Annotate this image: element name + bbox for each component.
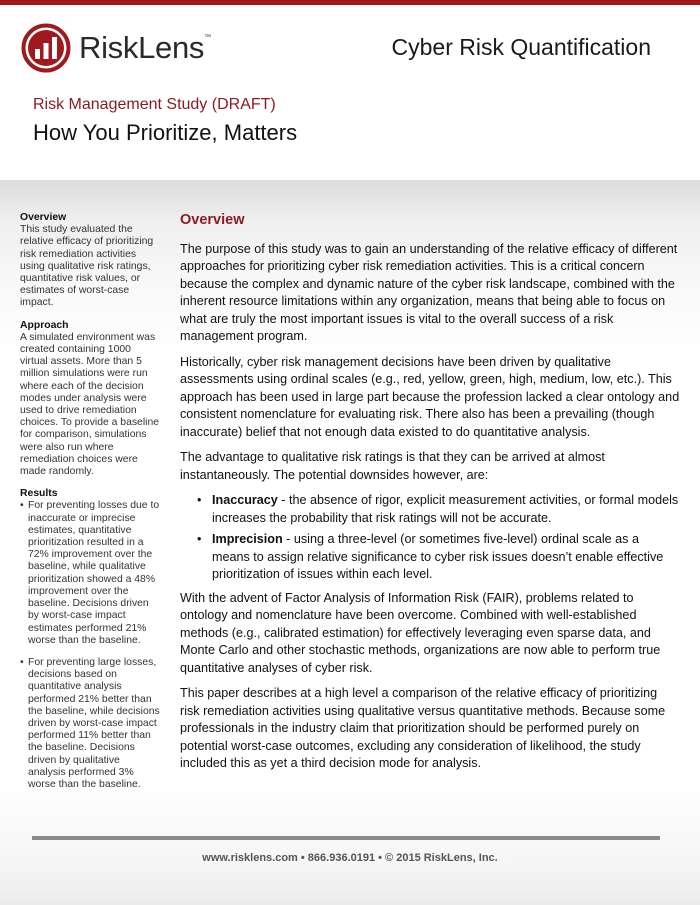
bullet-icon: • [197,493,202,507]
paragraph-history: Historically, cyber risk management decisions have been driven by qualitative assessments using ordinal scales (e.g., red, yellow, green, high, medium, low, etc.). This approach has been used in large part because the profession lacked a clear ontology and consistent nomenclature for evaluating risk. There also has been a prevailing (though inaccurate) belief that not enough data existed to do quantitative analysis. [180,354,680,439]
document-subtitle: Risk Management Study (DRAFT) [33,96,276,113]
document-series-title: Cyber Risk Quantification [391,34,651,60]
downside-item [180,531,680,584]
downside-term: Inaccuracy [212,493,278,507]
downsides-list [180,492,680,584]
results-list [20,500,160,791]
bullet-icon: • [20,656,24,668]
sidebar-approach-text: A simulated environment was created containing 1000 virtual assets. More than 5 million simulations were run where each of the decision modes under analysis were used to drive remediation choices. To provide a baseline for comparison, simulations were also run where remediation choices were made randomly. [20,331,160,478]
results-item [20,500,160,646]
downside-text: - the absence of rigor, explicit measurement activities, or formal models increases the probability that risk ratings will not be accurate. [212,493,679,525]
summary-sidebar [20,212,160,801]
sidebar-results-heading: Results [20,488,58,500]
paragraph-description: This paper describes at a high level a comparison of the relative efficacy of prioritizing risk remediation activities using qualitative versus quantitative methods. Because some professionals in the industry claim that prioritization should be performed purely on potential worst-case outcomes, excluding any consideration of likelihood, the study included this as yet a third decision mode for analysis. [180,686,666,770]
sidebar-overview-text: This study evaluated the relative efficacy of prioritizing risk remediation activities using qualitative risk ratings, quantitative risk values, or estimates of worst-case impact. [20,224,154,309]
page-title: How You Prioritize, Matters [33,120,298,145]
sidebar-approach-heading: Approach [20,319,69,331]
paragraph-advantage: The advantage to qualitative risk ratings is that they can be arrived at almost instantaneously. The potential downsides however, are: [180,450,605,482]
results-item-text: For preventing losses due to inaccurate or imprecise estimates, quantitative prioritization resulted in a 72% improvement over the baseline, while qualitative prioritization showed a 48% improvement over the baseline. Decisions driven by worst-case impact estimates performed 21% worse than the baseline. [28,500,160,646]
logo-wordmark: RiskLens™ [79,30,211,65]
risklens-logo [21,22,211,74]
bullet-icon: • [197,532,202,546]
sidebar-overview-heading: Overview [20,212,67,223]
main-content [180,212,680,781]
downside-text: - using a three-level (or sometimes five-level) ordinal scale as a means to assign relative significance to cyber risk issues doesn’t enable effective prioritization of issues within each level. [212,532,664,581]
risklens-logo-icon [21,23,71,73]
top-accent-bar [0,0,700,5]
downside-item [180,492,680,527]
downside-term: Imprecision [212,532,283,546]
section-heading: Overview [180,212,245,228]
paragraph-purpose: The purpose of this study was to gain an understanding of the relative efficacy of different approaches for prioritizing cyber risk remediation activities. This is a critical concern because the complex and dynamic nature of the cyber risk landscape, combined with the inherent resource limitations within any organization, means that being able to focus on what are truly the most important issues is vital to the overall success of a risk management program. [180,241,678,343]
paragraph-fair: With the advent of Factor Analysis of Information Risk (FAIR), problems related to ontology and nomenclature have been overcome. Combined with well-established methods (e.g., calibrated estimation) for effectively leveraging even sparse data, and Monte Carlo and other stochastic methods, organizations are now able to perform true quantitative analyses of cyber risk. [180,590,661,675]
footer-contact: www.risklens.com • 866.936.0191 • © 2015 RiskLens, Inc. [202,852,498,864]
results-item [20,657,160,791]
bullet-icon: • [20,500,24,512]
results-item-text: For preventing large losses, decisions based on quantitative analysis performed 21% better than the baseline, while decisions driven by worst-case impact performed 11% better than the baseline. Decisions driven by qualitative analysis performed 3% worse than the baseline. [28,656,160,790]
footer-divider [32,836,660,840]
